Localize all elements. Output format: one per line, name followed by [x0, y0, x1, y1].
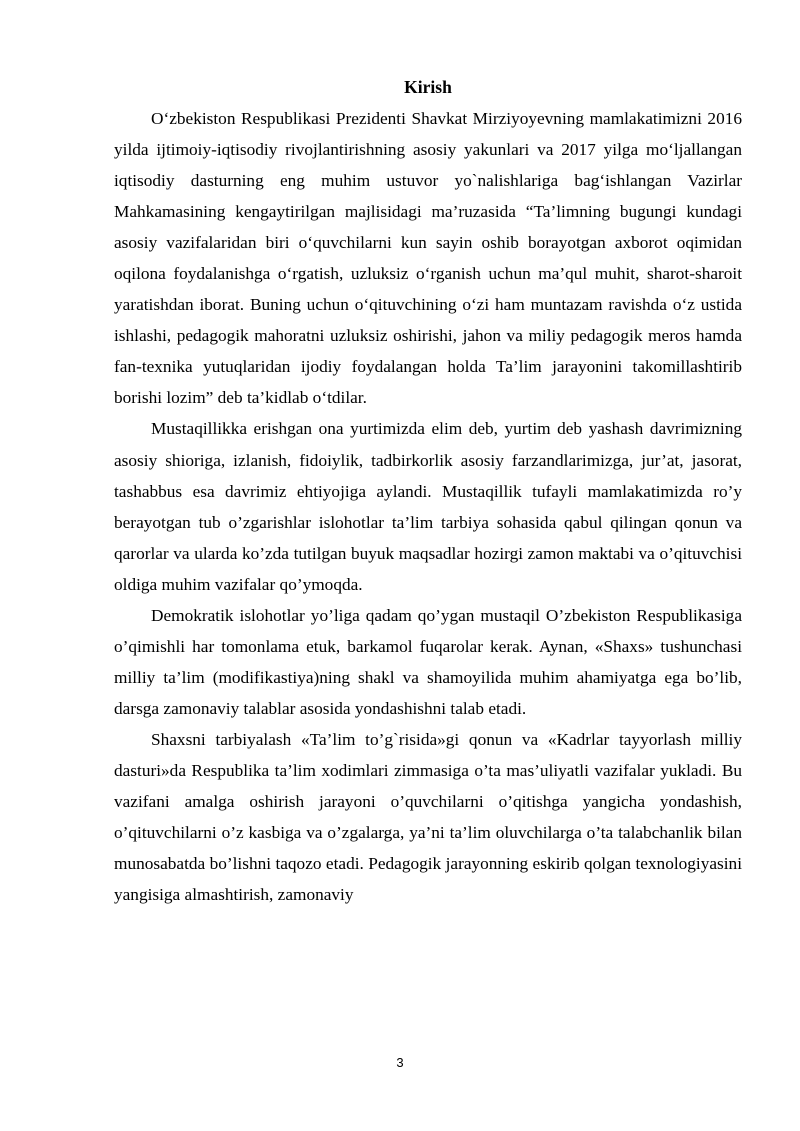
- paragraph-3: Demokratik islohotlar yo’liga qadam qo’ygan mustaqil O’zbekiston Respublikasiga o’qimishli har tomonlama etuk, barkamol fuqarolar kerak. Aynan, «Shaxs» tushunchasi milliy ta’lim (modifikastiya)ning shakl va shamoyilida muhim ahamiyatga ega bo’lib, darsga zamonaviy talablar asosida yondashishni talab etadi.: [114, 605, 742, 718]
- page-content: [114, 72, 742, 910]
- paragraph-2: Mustaqillikka erishgan ona yurtimizda elim deb, yurtim deb yashash davrimizning asosiy shioriga, izlanish, fidoiylik, tadbirkorlik asosiy farzandlarimizga, jur’at, jasorat, tashabbus esa davrimiz ehtiyojiga aylandi. Mustaqillik tufayli mamlakatimizda ro’y berayotgan tub o’zgarishlar islohotlar ta’lim tarbiya sohasida qabul qilingan qonun va qarorlar va ularda ko’zda tutilgan buyuk maqsadlar hozirgi zamon maktabi va o’qituvchisi oldiga muhim vazifalar qo’ymoqda.: [114, 419, 742, 594]
- paragraph-1: O‘zbekiston Respublikasi Prezidenti Shavkat Mirziyoyevning mamlakatimizni 2016 yilda ijtimoiy-iqtisodiy rivojlantirishning asosiy yakunlari va 2017 yilga mo‘ljallangan iqtisodiy dasturning eng muhim ustuvor yo`nalishlariga bag‘ishlangan Vazirlar Mahkamasining kengaytirilgan majlisidagi ma’ruzasida “Ta’limning bugungi kundagi asosiy vazifalaridan biri o‘quvchilarni kun sayin oshib borayotgan axborot oqimidan oqilona foydalanishga o‘rgatish, uzluksiz o‘rganish uchun ma’qul muhit, sharot-sharoit yaratishdan iborat. Buning uchun o‘qituvchining o‘zi ham muntazam ravishda o‘z ustida ishlashi, pedagogik mahoratni uzluksiz oshirishi, jahon va miliy pedagogik meros hamda fan-texnika yutuqlaridan ijodiy foydalangan holda Ta’lim jarayonini takomillashtirib borishi lozim” deb ta’kidlab o‘tdilar.: [114, 109, 742, 408]
- page-number: 3: [396, 1055, 404, 1070]
- paragraph-4: Shaxsni tarbiyalash «Ta’lim to’g`risida»gi qonun va «Kadrlar tayyorlash milliy dasturi»da Respublika ta’lim xodimlari zimmasiga o’ta mas’uliyatli vazifalar yukladi. Bu vazifani amalga oshirish jarayoni o’quvchilarni o’qitishga yangicha yondashish, o’qituvchilarni o’z kasbiga va o’zgalarga, ya’ni ta’lim oluvchilarga o’ta talabchanlik bilan munosabatda bo’lishni taqozo etadi. Pedagogik jarayonning eskirib qolgan texnologiyasini yangisiga almashtirish, zamonaviy: [114, 729, 742, 905]
- page-title: Kirish: [404, 77, 452, 97]
